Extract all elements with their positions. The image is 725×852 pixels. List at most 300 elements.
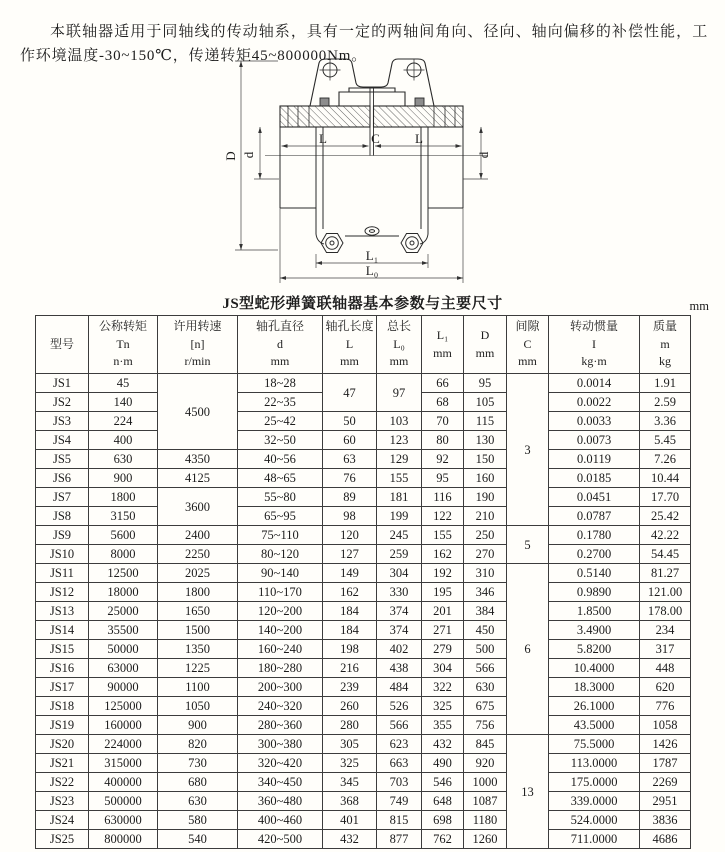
table-cell: 160 — [464, 469, 507, 488]
lug-bolt-hole-icon — [320, 60, 425, 81]
table-cell: 110~170 — [238, 583, 323, 602]
table-cell: 3.36 — [640, 412, 691, 431]
table-cell: 1426 — [640, 735, 691, 754]
table-cell: 98 — [323, 507, 377, 526]
table-cell: 4686 — [640, 830, 691, 849]
table-cell: 315000 — [89, 754, 158, 773]
table-cell: 45 — [89, 374, 158, 393]
table-cell: 310 — [464, 564, 507, 583]
table-cell: 0.0451 — [549, 488, 640, 507]
table-row — [36, 830, 691, 849]
table-row — [36, 678, 691, 697]
spec-table — [35, 315, 691, 849]
table-cell: JS5 — [36, 450, 89, 469]
table-cell: JS4 — [36, 431, 89, 450]
table-cell: 663 — [377, 754, 422, 773]
table-row — [36, 526, 691, 545]
table-cell: 1500 — [158, 621, 238, 640]
dim-label-L0: L₀ — [365, 263, 379, 278]
table-cell: 160000 — [89, 716, 158, 735]
table-cell: 546 — [422, 773, 464, 792]
table-cell: JS22 — [36, 773, 89, 792]
table-cell: 149 — [323, 564, 377, 583]
table-cell: 450 — [464, 621, 507, 640]
table-cell: 438 — [377, 659, 422, 678]
table-cell: 0.0787 — [549, 507, 640, 526]
coupling-diagram — [222, 56, 512, 285]
unit-label: mm — [689, 299, 709, 313]
flange-band — [280, 106, 463, 127]
table-cell: 620 — [640, 678, 691, 697]
table-cell: 346 — [464, 583, 507, 602]
table-cell: 55~80 — [238, 488, 323, 507]
coupling-drawing — [222, 56, 512, 285]
table-body — [36, 374, 691, 849]
table-cell: 5 — [507, 526, 549, 564]
column-header: 间隙 C mm — [507, 316, 549, 374]
table-cell: 623 — [377, 735, 422, 754]
table-cell: 630000 — [89, 811, 158, 830]
table-cell: 340~450 — [238, 773, 323, 792]
table-cell: 50 — [323, 412, 377, 431]
table-cell: 115 — [464, 412, 507, 431]
table-cell: 199 — [377, 507, 422, 526]
table-cell: 355 — [422, 716, 464, 735]
table-cell: 374 — [377, 602, 422, 621]
table-cell: 80~120 — [238, 545, 323, 564]
table-cell: 703 — [377, 773, 422, 792]
table-cell: 0.0073 — [549, 431, 640, 450]
table-cell: 155 — [422, 526, 464, 545]
table-cell: 1050 — [158, 697, 238, 716]
table-cell: JS11 — [36, 564, 89, 583]
table-cell: 90~140 — [238, 564, 323, 583]
table-cell: 12500 — [89, 564, 158, 583]
table-cell: 0.9890 — [549, 583, 640, 602]
table-cell: 400~460 — [238, 811, 323, 830]
table-cell: 1100 — [158, 678, 238, 697]
table-cell: 374 — [377, 621, 422, 640]
table-cell: 122 — [422, 507, 464, 526]
table-cell: 42.22 — [640, 526, 691, 545]
table-cell: 121.00 — [640, 583, 691, 602]
table-cell: 900 — [158, 716, 238, 735]
table-cell: 820 — [158, 735, 238, 754]
table-cell: 103 — [377, 412, 422, 431]
table-cell: 1180 — [464, 811, 507, 830]
table-cell: 116 — [422, 488, 464, 507]
table-cell: 0.5140 — [549, 564, 640, 583]
table-cell: 4350 — [158, 450, 238, 469]
table-cell: 43.5000 — [549, 716, 640, 735]
table-cell: JS23 — [36, 792, 89, 811]
table-cell: 400 — [89, 431, 158, 450]
table-cell: 5.8200 — [549, 640, 640, 659]
table-cell: 2025 — [158, 564, 238, 583]
table-cell: JS14 — [36, 621, 89, 640]
table-cell: 320~420 — [238, 754, 323, 773]
table-row — [36, 754, 691, 773]
table-cell: 920 — [464, 754, 507, 773]
table-row — [36, 374, 691, 393]
table-row — [36, 469, 691, 488]
table-cell: 368 — [323, 792, 377, 811]
table-row — [36, 640, 691, 659]
table-cell: 815 — [377, 811, 422, 830]
table-cell: 180~280 — [238, 659, 323, 678]
table-cell: 448 — [640, 659, 691, 678]
table-cell: 877 — [377, 830, 422, 849]
table-cell: 325 — [422, 697, 464, 716]
table-cell: 89 — [323, 488, 377, 507]
table-cell: 95 — [422, 469, 464, 488]
table-cell: 125000 — [89, 697, 158, 716]
table-cell: JS10 — [36, 545, 89, 564]
table-cell: 40~56 — [238, 450, 323, 469]
dim-label-L-left: L — [319, 131, 327, 146]
dim-label-d-right: d — [476, 151, 491, 159]
table-cell: 270 — [464, 545, 507, 564]
table-cell: 900 — [89, 469, 158, 488]
table-cell: 400000 — [89, 773, 158, 792]
table-cell: JS8 — [36, 507, 89, 526]
table-cell: 630 — [464, 678, 507, 697]
table-cell: 260 — [323, 697, 377, 716]
table-cell: JS24 — [36, 811, 89, 830]
table-cell: 675 — [464, 697, 507, 716]
table-row — [36, 697, 691, 716]
table-cell: 105 — [464, 393, 507, 412]
table-cell: 250 — [464, 526, 507, 545]
table-cell: 198 — [323, 640, 377, 659]
table-cell: 75~110 — [238, 526, 323, 545]
table-cell: JS9 — [36, 526, 89, 545]
table-cell: 432 — [323, 830, 377, 849]
table-row — [36, 488, 691, 507]
table-cell: 401 — [323, 811, 377, 830]
table-cell: 566 — [377, 716, 422, 735]
table-cell: 95 — [464, 374, 507, 393]
table-cell: 195 — [422, 583, 464, 602]
table-cell: 0.0119 — [549, 450, 640, 469]
table-row — [36, 583, 691, 602]
table-cell: 92 — [422, 450, 464, 469]
table-row — [36, 792, 691, 811]
table-cell: 184 — [323, 621, 377, 640]
table-row — [36, 659, 691, 678]
table-cell: 18000 — [89, 583, 158, 602]
column-header: 轴孔长度 L mm — [323, 316, 377, 374]
table-cell: 317 — [640, 640, 691, 659]
table-cell: 1058 — [640, 716, 691, 735]
table-cell: 81.27 — [640, 564, 691, 583]
table-cell: 304 — [422, 659, 464, 678]
table-cell: 0.0014 — [549, 374, 640, 393]
table-cell: 322 — [422, 678, 464, 697]
table-cell: 2269 — [640, 773, 691, 792]
table-cell: 345 — [323, 773, 377, 792]
table-cell: 245 — [377, 526, 422, 545]
table-cell: 201 — [422, 602, 464, 621]
table-cell: 66 — [422, 374, 464, 393]
table-cell: 1800 — [158, 583, 238, 602]
table-cell: 5.45 — [640, 431, 691, 450]
table-cell: 756 — [464, 716, 507, 735]
table-cell: 3.4900 — [549, 621, 640, 640]
table-cell: 500 — [464, 640, 507, 659]
table-cell: 800000 — [89, 830, 158, 849]
intro-paragraph: 本联轴器适用于同轴线的传动轴系，具有一定的两轴间角向、径向、轴向偏移的补偿性能，工作环境温度-30~150℃，传递转矩45~800000Nm。 — [20, 24, 708, 64]
table-cell: 4500 — [158, 374, 238, 450]
column-header: D mm — [464, 316, 507, 374]
table-cell: 175.0000 — [549, 773, 640, 792]
table-cell: 10.44 — [640, 469, 691, 488]
table-cell: 5600 — [89, 526, 158, 545]
table-cell: 10.4000 — [549, 659, 640, 678]
table-cell: 65~95 — [238, 507, 323, 526]
table-cell: 0.2700 — [549, 545, 640, 564]
table-cell: 749 — [377, 792, 422, 811]
table-cell: 484 — [377, 678, 422, 697]
table-cell: 1000 — [464, 773, 507, 792]
table-cell: 239 — [323, 678, 377, 697]
table-cell: 150 — [464, 450, 507, 469]
table-cell: 420~500 — [238, 830, 323, 849]
table-cell: 32~50 — [238, 431, 323, 450]
table-cell: 776 — [640, 697, 691, 716]
table-cell: 18~28 — [238, 374, 323, 393]
table-cell: 762 — [422, 830, 464, 849]
table-cell: JS7 — [36, 488, 89, 507]
dim-label-d-left: d — [241, 151, 256, 159]
table-cell: 2.59 — [640, 393, 691, 412]
table-row — [36, 811, 691, 830]
table-cell: JS20 — [36, 735, 89, 754]
table-cell: 162 — [422, 545, 464, 564]
table-cell: 500000 — [89, 792, 158, 811]
table-cell: 113.0000 — [549, 754, 640, 773]
table-cell: 630 — [89, 450, 158, 469]
table-cell: 6 — [507, 564, 549, 735]
table-cell: JS6 — [36, 469, 89, 488]
table-cell: 8000 — [89, 545, 158, 564]
table-cell: 7.26 — [640, 450, 691, 469]
table-cell: 0.0185 — [549, 469, 640, 488]
table-cell: 280~360 — [238, 716, 323, 735]
flange-bolt-heads — [320, 98, 424, 106]
table-cell: 75.5000 — [549, 735, 640, 754]
table-cell: 1.91 — [640, 374, 691, 393]
table-cell: 1225 — [158, 659, 238, 678]
table-cell: 184 — [323, 602, 377, 621]
table-cell: 524.0000 — [549, 811, 640, 830]
table-cell: 339.0000 — [549, 792, 640, 811]
table-cell: 580 — [158, 811, 238, 830]
dim-label-L-right: L — [415, 131, 423, 146]
column-header: 总长 L₀ mm — [377, 316, 422, 374]
table-cell: 259 — [377, 545, 422, 564]
table-cell: JS15 — [36, 640, 89, 659]
dim-label-D: D — [223, 151, 238, 161]
table-cell: 192 — [422, 564, 464, 583]
table-cell: 216 — [323, 659, 377, 678]
table-cell: 630 — [158, 792, 238, 811]
table-row — [36, 507, 691, 526]
table-cell: 3600 — [158, 488, 238, 526]
table-cell: 17.70 — [640, 488, 691, 507]
table-cell: 1800 — [89, 488, 158, 507]
table-cell: 13 — [507, 735, 549, 849]
table-cell: 18.3000 — [549, 678, 640, 697]
table-cell: 279 — [422, 640, 464, 659]
table-cell: 402 — [377, 640, 422, 659]
dim-label-C: C — [371, 131, 380, 146]
table-cell: 240~320 — [238, 697, 323, 716]
column-header: 许用转速 [n] r/min — [158, 316, 238, 374]
table-cell: 3836 — [640, 811, 691, 830]
table-cell: JS17 — [36, 678, 89, 697]
table-cell: 648 — [422, 792, 464, 811]
table-cell: 90000 — [89, 678, 158, 697]
column-header: 公称转矩 Tn n·m — [89, 316, 158, 374]
table-cell: 490 — [422, 754, 464, 773]
table-cell: 210 — [464, 507, 507, 526]
table-cell: 76 — [323, 469, 377, 488]
table-cell: 47 — [323, 374, 377, 412]
table-cell: 160~240 — [238, 640, 323, 659]
column-header: 质量 m kg — [640, 316, 691, 374]
table-cell: 300~380 — [238, 735, 323, 754]
table-cell: 1650 — [158, 602, 238, 621]
table-cell: 730 — [158, 754, 238, 773]
table-cell: 1350 — [158, 640, 238, 659]
table-cell: 2250 — [158, 545, 238, 564]
table-cell: 540 — [158, 830, 238, 849]
table-cell: JS3 — [36, 412, 89, 431]
table-row — [36, 412, 691, 431]
table-cell: 70 — [422, 412, 464, 431]
table-cell: 1.8500 — [549, 602, 640, 621]
table-cell: JS19 — [36, 716, 89, 735]
dim-label-L1: L₁ — [365, 248, 379, 263]
column-header: 型号 — [36, 316, 89, 374]
table-cell: 50000 — [89, 640, 158, 659]
table-row — [36, 716, 691, 735]
table-cell: 0.0022 — [549, 393, 640, 412]
table-cell: 22~35 — [238, 393, 323, 412]
table-cell: 845 — [464, 735, 507, 754]
table-title: JS型蛇形弹簧联轴器基本参数与主要尺寸 — [222, 296, 503, 312]
table-cell: 360~480 — [238, 792, 323, 811]
table-cell: 224000 — [89, 735, 158, 754]
table-cell: 0.1780 — [549, 526, 640, 545]
table-cell: JS18 — [36, 697, 89, 716]
table-cell: 48~65 — [238, 469, 323, 488]
table-cell: 35500 — [89, 621, 158, 640]
table-cell: JS25 — [36, 830, 89, 849]
table-row — [36, 621, 691, 640]
column-header: L₁ mm — [422, 316, 464, 374]
table-cell: 63000 — [89, 659, 158, 678]
table-cell: JS1 — [36, 374, 89, 393]
table-cell: 0.0033 — [549, 412, 640, 431]
table-cell: 129 — [377, 450, 422, 469]
table-cell: JS2 — [36, 393, 89, 412]
table-cell: JS12 — [36, 583, 89, 602]
table-cell: 127 — [323, 545, 377, 564]
table-cell: 698 — [422, 811, 464, 830]
table-cell: 26.1000 — [549, 697, 640, 716]
table-cell: 25000 — [89, 602, 158, 621]
table-row — [36, 431, 691, 450]
table-cell: 330 — [377, 583, 422, 602]
table-cell: 68 — [422, 393, 464, 412]
table-cell: 711.0000 — [549, 830, 640, 849]
table-row — [36, 564, 691, 583]
table-cell: 566 — [464, 659, 507, 678]
table-row — [36, 602, 691, 621]
table-cell: 3150 — [89, 507, 158, 526]
table-cell: 140 — [89, 393, 158, 412]
table-cell: 120 — [323, 526, 377, 545]
table-cell: 3 — [507, 374, 549, 526]
table-cell: 190 — [464, 488, 507, 507]
table-cell: 97 — [377, 374, 422, 412]
table-cell: 25.42 — [640, 507, 691, 526]
table-cell: 1087 — [464, 792, 507, 811]
table-cell: 123 — [377, 431, 422, 450]
table-cell: 80 — [422, 431, 464, 450]
table-cell: 162 — [323, 583, 377, 602]
table-cell: 384 — [464, 602, 507, 621]
table-cell: 432 — [422, 735, 464, 754]
table-cell: 680 — [158, 773, 238, 792]
table-row — [36, 735, 691, 754]
table-cell: 181 — [377, 488, 422, 507]
table-cell: JS16 — [36, 659, 89, 678]
table-cell: 4125 — [158, 469, 238, 488]
table-cell: 178.00 — [640, 602, 691, 621]
table-cell: 1260 — [464, 830, 507, 849]
table-row — [36, 773, 691, 792]
table-cell: 25~42 — [238, 412, 323, 431]
table-row — [36, 450, 691, 469]
table-cell: 60 — [323, 431, 377, 450]
table-cell: 234 — [640, 621, 691, 640]
table-cell: 140~200 — [238, 621, 323, 640]
table-cell: 1787 — [640, 754, 691, 773]
table-cell: 271 — [422, 621, 464, 640]
table-cell: 325 — [323, 754, 377, 773]
table-cell: 120~200 — [238, 602, 323, 621]
table-cell: 280 — [323, 716, 377, 735]
table-cell: JS13 — [36, 602, 89, 621]
table-cell: 63 — [323, 450, 377, 469]
table-cell: 54.45 — [640, 545, 691, 564]
table-cell: 304 — [377, 564, 422, 583]
table-cell: 130 — [464, 431, 507, 450]
table-cell: 224 — [89, 412, 158, 431]
table-row — [36, 545, 691, 564]
table-cell: 2400 — [158, 526, 238, 545]
table-cell: JS21 — [36, 754, 89, 773]
table-cell: 2951 — [640, 792, 691, 811]
header-row — [36, 316, 691, 374]
column-header: 转动惯量 I kg·m — [549, 316, 640, 374]
table-cell: 305 — [323, 735, 377, 754]
table-cell: 526 — [377, 697, 422, 716]
table-cell: 200~300 — [238, 678, 323, 697]
